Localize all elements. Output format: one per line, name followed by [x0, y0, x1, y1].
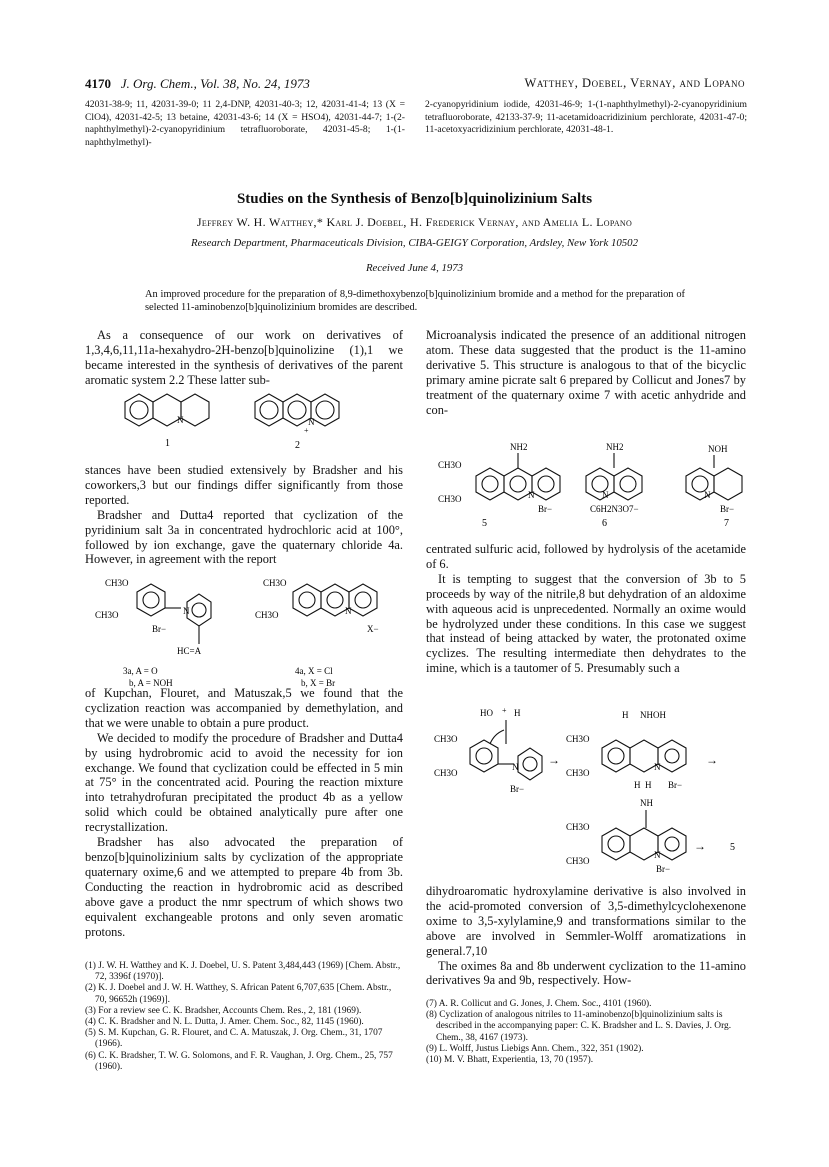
n-atom-mech3: N — [654, 850, 661, 860]
structures-3-4 — [95, 574, 395, 688]
arrow-2: → — [706, 753, 718, 767]
plus-charge-mech: + — [502, 706, 507, 715]
footnote-3: (3) For a review see C. K. Bradsher, Accounts Chem. Res., 2, 181 (1969). — [85, 1005, 362, 1016]
mechanism-scheme — [430, 704, 748, 874]
label-4b: b, X = Br — [301, 678, 336, 688]
left-para-4-6: of Kupchan, Flouret, and Matuszak,5 we found that the cyclization reaction was accompanied by demethylation, and that we were unable to obtain a pure product. We decided to modify the procedure of Bradsher and Dutta4 by using hydrobromic acid to avoid the necessity for ion exchange. We found that cyclization could be effected in 5 min at 75° in the concentrated acid. Pouring the reaction mixture into tetrahydrofuran precipitated the product 4b as a yellow solid which could be obtained analytically pure after one recrystallization. Bradsher has also advocated the preparation of benzo[b]quinolizinium salts by cyclization of the appropriate quaternary oxime,6 and we attempted to prepare 4b from 3b. Conducting the reaction in hydrobromic acid as described above gave a product the nmr spectrum of which shows two equivalent exchangeable protons and only seven aromatic protons. — [85, 686, 403, 939]
label-structure-6: 6 — [602, 518, 607, 529]
structure-oxime-intermediate — [470, 720, 542, 780]
anion-4: X− — [367, 624, 379, 634]
structure-imine — [602, 810, 686, 860]
plus-charge-2: + — [304, 426, 309, 435]
n-atom-mech: N — [512, 762, 519, 772]
ho-label: HO — [480, 708, 493, 718]
ch3o-mech2-top: CH3O — [566, 734, 590, 744]
structure-hydroxylamine — [602, 740, 686, 772]
h-label: H — [514, 708, 521, 718]
structure-2 — [255, 394, 339, 426]
structure-6 — [586, 453, 642, 500]
left-para-1: As a consequence of our work on derivatives of 1,3,4,6,11,11a-hexahydro-2H-benzo[b]quinolizine (1),1 we became interested in the synthesis of derivatives of the parent aromatic system 2.2 These latter sub- — [85, 328, 403, 387]
structure-5 — [476, 453, 560, 500]
registry-numbers-left: 42031-38-9; 11, 42031-39-0; 11 2,4-DNP, 42031-40-3; 12, 42031-41-4; 13 (X = ClO4), 42031-42-5; 13 betaine, 42031-43-6; 14 (X = HSO4), 42031-44-7; 1-(2-naphthylmethyl)-2-cyanopyridinium tetrafluoroborate, 42031-45-8; 1-(1-naphthylmethyl)- — [85, 99, 405, 148]
nhoh-label: NHOH — [640, 710, 666, 720]
journal-citation: J. Org. Chem., Vol. 38, No. 24, 1973 — [120, 76, 310, 91]
h-label-2: H — [622, 710, 629, 720]
ch3o-mech2-bottom: CH3O — [566, 768, 590, 778]
n-atom-mech2: N — [654, 762, 661, 772]
label-4a: 4a, X = Cl — [295, 666, 333, 676]
hh-label: H H — [634, 780, 652, 790]
footnote-6: (6) C. K. Bradsher, T. W. G. Solomons, and F. R. Vaughan, J. Org. Chem., 25, 757 (1960). — [85, 1050, 393, 1072]
ch3o-4a-top: CH3O — [263, 578, 287, 588]
footnotes-left — [85, 961, 403, 1073]
article-authors: Jeffrey W. H. Watthey,* Karl J. Doebel, H. Frederick Vernay, and Amelia L. Lopano — [196, 215, 633, 229]
abstract: An improved procedure for the preparation of 8,9-dimethoxybenzo[b]quinolizinium bromide and a method for the preparation of selected 11-aminobenzo[b]quinolizinium bromides are described. — [145, 289, 685, 313]
n-atom-5: N — [528, 490, 535, 500]
nh-label: NH — [640, 798, 653, 808]
ch3o-mech-top: CH3O — [434, 734, 458, 744]
label-structure-7: 7 — [724, 518, 729, 529]
registry-numbers-right: 2-cyanopyridinium iodide, 42031-46-9; 1-(1-naphthylmethyl)-2-cyanopyridinium tetrafluoroborate, 42133-37-9; 11-acetamidoacridizinium perchlorate, 42031-47-0; 11-acetoxyacridizinium perchlorate, 42031-48-1. — [425, 99, 747, 136]
arrow-1: → — [548, 753, 560, 767]
structure-7 — [686, 455, 742, 500]
right-para-2-3: centrated sulfuric acid, followed by hydrolysis of the acetamide of 6. It is tempting to suggest that the conversion of 3b to 5 proceeds by way of the nitrile,8 but dehydration of an aldoxime with aqueous acid is unprecedented. Normally an oxime would be hydrolyzed under these conditions. In this case we suggest that instead of being attacked by water, the protonated oxime cyclizes. The resulting intermediate then dehydrates to the imine, which is a tautomer of 5. Presumably such a — [426, 542, 746, 676]
n-atom-2: N — [308, 417, 315, 427]
n-atom-6: N — [602, 490, 609, 500]
footnote-4: (4) C. K. Bradsher and N. L. Dutta, J. Amer. Chem. Soc., 82, 1145 (1960). — [85, 1017, 364, 1028]
structure-4 — [293, 584, 377, 616]
right-para-1: Microanalysis indicated the presence of an additional nitrogen atom. These data suggested that the product is the 11-amino derivative 5. This structure is analogous to that of the bicyclic primary amine picrate salt 6 prepared by Collicut and Jones7 by treatment of the quaternary oxime 7 with acetic anhydride and con- — [426, 328, 746, 417]
page-number: 4170 — [85, 76, 111, 91]
hca-group: HC=A — [177, 646, 202, 656]
received-date: Received June 4, 1973 — [365, 262, 464, 274]
n-atom-3: N — [183, 606, 190, 616]
picrate-6: C6H2N3O7− — [590, 504, 639, 514]
structures-5-6-7 — [430, 438, 748, 530]
label-structure-2: 2 — [295, 440, 300, 451]
product-5-label: 5 — [730, 842, 735, 853]
bromide-mech2: Br− — [668, 780, 683, 790]
ch3o-3a-bottom: CH3O — [95, 610, 119, 620]
footnote-7: (7) A. R. Collicut and G. Jones, J. Chem. Soc., 4101 (1960). — [426, 999, 652, 1009]
n-atom-7: N — [704, 490, 711, 500]
nh2-6: NH2 — [606, 442, 624, 452]
label-structure-1: 1 — [165, 438, 170, 449]
ch3o-5-top: CH3O — [438, 460, 462, 470]
arrow-3: → — [694, 839, 706, 853]
right-para-4-5: dihydroaromatic hydroxylamine derivative is also involved in the acid-promoted conversion of 3,5-dimethylcyclohexenone oxime to 3,5-xylylamine,9 and transformations similar to the above are involved in Semmler-Wolff aromatizations in general.7,10 The oximes 8a and 8b underwent cyclization to the 11-amino derivatives 9a and 9b, respectively. How- — [426, 884, 746, 988]
footnote-1: (1) J. W. H. Watthey and K. J. Doebel, U. S. Patent 3,484,443 (1969) [Chem. Abstr., 72, 3396f (1970)]. — [85, 961, 401, 983]
bromide-3: Br− — [152, 624, 167, 634]
ch3o-5-bottom: CH3O — [438, 494, 462, 504]
structures-1-2 — [105, 392, 375, 454]
nh2-5: NH2 — [510, 442, 528, 452]
footnote-5: (5) S. M. Kupchan, G. R. Flouret, and C. A. Matuszak, J. Org. Chem., 31, 1707 (1966). — [85, 1028, 383, 1050]
bromide-5: Br− — [538, 504, 553, 514]
left-para-2-3: stances have been studied extensively by Bradsher and his coworkers,3 but our findings differ significantly from those reported. Bradsher and Dutta4 reported that cyclization of the pyridinium salt 3a in concentrated hydrochloric acid at 100°, followed by ion exchange, gave the quaternary chloride 4a. However, in agreement with the report — [85, 463, 403, 567]
footnote-9: (9) L. Wolff, Justus Liebigs Ann. Chem., 322, 351 (1902). — [426, 1043, 644, 1054]
running-header-left — [85, 76, 310, 92]
label-3b: b, A = NOH — [129, 678, 173, 688]
bromide-mech3: Br− — [656, 864, 671, 874]
footnotes-right — [426, 999, 746, 1066]
structure-3 — [137, 584, 211, 644]
n-atom-1: N — [177, 415, 184, 425]
ch3o-mech-bottom: CH3O — [434, 768, 458, 778]
ch3o-mech3-top: CH3O — [566, 822, 590, 832]
ch3o-3a-top: CH3O — [105, 578, 129, 588]
article-title: Studies on the Synthesis of Benzo[b]quinolizinium Salts — [236, 191, 593, 207]
running-header-authors: Watthey, Doebel, Vernay, and Lopano — [524, 76, 745, 90]
n-atom-4: N — [345, 606, 352, 616]
bromide-7: Br− — [720, 504, 735, 514]
noh-7: NOH — [708, 444, 728, 454]
footnote-8: (8) Cyclization of analogous nitriles to 11-aminobenzo[b]quinolizinium salts is described in the accompanying paper: C. K. Bradsher and L. S. Davies, J. Org. Chem., 38, 4167 (1973). — [426, 1010, 732, 1043]
bromide-mech: Br− — [510, 784, 525, 794]
article-affiliation: Research Department, Pharmaceuticals Division, CIBA-GEIGY Corporation, Ardsley, New York 10502 — [191, 237, 638, 249]
ch3o-4a-bottom: CH3O — [255, 610, 279, 620]
label-3a: 3a, A = O — [123, 666, 158, 676]
label-structure-5: 5 — [482, 518, 487, 529]
ch3o-mech3-bottom: CH3O — [566, 856, 590, 866]
footnote-2: (2) K. J. Doebel and J. W. H. Watthey, S. African Patent 6,707,635 [Chem. Abstr., 70, 96652h (1969)]. — [85, 983, 392, 1005]
structure-1 — [125, 394, 209, 426]
footnote-10: (10) M. V. Bhatt, Experientia, 13, 70 (1957). — [426, 1055, 594, 1066]
